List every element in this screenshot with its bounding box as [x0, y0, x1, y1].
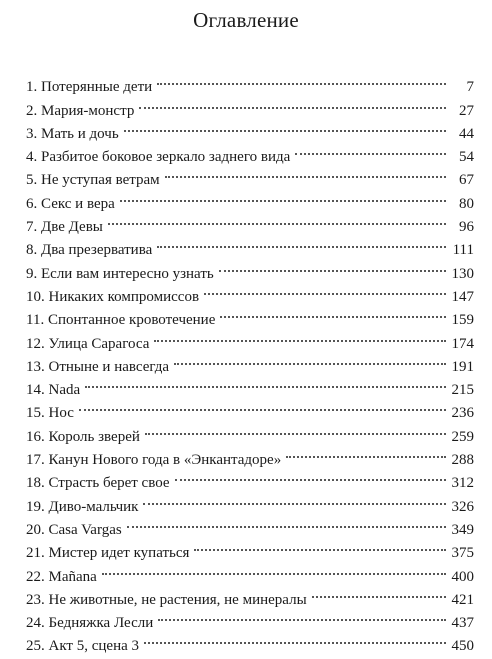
toc-entry-label: 25. Акт 5, сцена 3 — [26, 638, 140, 655]
toc-entry — [26, 68, 474, 96]
dot-leader — [202, 278, 450, 301]
dot-leader — [155, 68, 450, 91]
dot-leader — [100, 557, 450, 580]
toc-page-number: 130 — [451, 265, 474, 282]
dot-leader — [143, 417, 450, 440]
toc-page-number: 147 — [451, 288, 474, 305]
toc-page-number: 67 — [459, 172, 474, 189]
toc-entry-label: 5. Не уступая ветрам — [26, 172, 160, 189]
toc-page-number: 80 — [459, 195, 474, 212]
toc-entry — [26, 371, 474, 399]
toc-entry — [26, 417, 474, 445]
toc-page-number: 27 — [459, 102, 474, 119]
toc-entry-label: 12. Улица Сарагоса — [26, 335, 150, 352]
toc-entry-label: 3. Мать и дочь — [26, 125, 119, 142]
dot-leader — [192, 534, 450, 557]
dot-leader — [141, 487, 450, 510]
toc-entry-label: 22. Mañana — [26, 568, 97, 585]
toc-page-number: 174 — [451, 335, 474, 352]
dot-leader — [163, 161, 450, 184]
toc-page-number: 450 — [451, 638, 474, 655]
toc-page-number: 349 — [451, 521, 474, 538]
toc-page-number: 236 — [451, 405, 474, 422]
dot-leader — [77, 394, 450, 417]
toc-page-number: 44 — [459, 125, 474, 142]
toc-entry-label: 15. Нос — [26, 405, 74, 422]
toc-entry-label: 6. Секс и вера — [26, 195, 115, 212]
toc-page-number: 159 — [451, 312, 474, 329]
toc-page-number: 326 — [451, 498, 474, 515]
toc-entry-label: 14. Nada — [26, 382, 81, 399]
toc-entry-label: 21. Мистер идет купаться — [26, 545, 190, 562]
toc-page-number: 111 — [452, 242, 474, 259]
dot-leader — [106, 208, 450, 231]
dot-leader — [118, 184, 450, 207]
toc-page-number: 312 — [451, 475, 474, 492]
toc-entry-label: 23. Не животные, не растения, не минералы — [26, 591, 307, 608]
toc-entry-label: 20. Casa Vargas — [26, 521, 122, 538]
toc-entry-label: 16. Король зверей — [26, 428, 140, 445]
toc-page-number: 191 — [451, 358, 474, 375]
page-title: Оглавление — [193, 8, 299, 32]
toc-page-number: 437 — [451, 615, 474, 632]
toc-entry-label: 8. Два презерватива — [26, 242, 153, 259]
toc-entry-label: 17. Канун Нового года в «Энкантадоре» — [26, 452, 282, 469]
toc-entry-label: 1. Потерянные дети — [26, 79, 153, 96]
toc-page-number: 288 — [451, 452, 474, 469]
toc-page-number: 54 — [459, 149, 474, 166]
dot-leader — [284, 441, 450, 464]
toc-page-number: 7 — [466, 79, 474, 96]
table-of-contents — [26, 68, 474, 655]
dot-leader — [83, 371, 450, 394]
toc-page-number: 400 — [451, 568, 474, 585]
toc-page-number: 421 — [451, 591, 474, 608]
dot-leader — [137, 91, 450, 114]
toc-entry-label: 18. Страсть берет свое — [26, 475, 170, 492]
dot-leader — [125, 511, 450, 534]
toc-entry-label: 2. Мария-монстр — [26, 102, 135, 119]
dot-leader — [122, 115, 450, 138]
dot-leader — [152, 324, 450, 347]
toc-page-number: 96 — [459, 219, 474, 236]
toc-entry — [26, 394, 474, 422]
dot-leader — [310, 581, 450, 604]
toc-entry-label: 10. Никаких компромиссов — [26, 288, 200, 305]
toc-page-number: 259 — [451, 428, 474, 445]
toc-page-number: 215 — [451, 382, 474, 399]
toc-entry-label: 7. Две Девы — [26, 219, 103, 236]
toc-entry-label: 9. Если вам интересно узнать — [26, 265, 214, 282]
toc-entry-label: 11. Спонтанное кровотечение — [26, 312, 216, 329]
dot-leader — [173, 464, 450, 487]
dot-leader — [155, 231, 450, 254]
dot-leader — [156, 604, 450, 627]
dot-leader — [293, 138, 450, 161]
dot-leader — [142, 627, 450, 650]
dot-leader — [217, 254, 450, 277]
toc-page-number: 375 — [451, 545, 474, 562]
toc-entry-label: 13. Отныне и навсегда — [26, 358, 170, 375]
dot-leader — [172, 348, 450, 371]
toc-entry-label: 4. Разбитое боковое зеркало заднего вида — [26, 149, 291, 166]
toc-entry-label: 19. Диво-мальчик — [26, 498, 139, 515]
dot-leader — [218, 301, 450, 324]
toc-entry-label: 24. Бедняжка Лесли — [26, 615, 154, 632]
